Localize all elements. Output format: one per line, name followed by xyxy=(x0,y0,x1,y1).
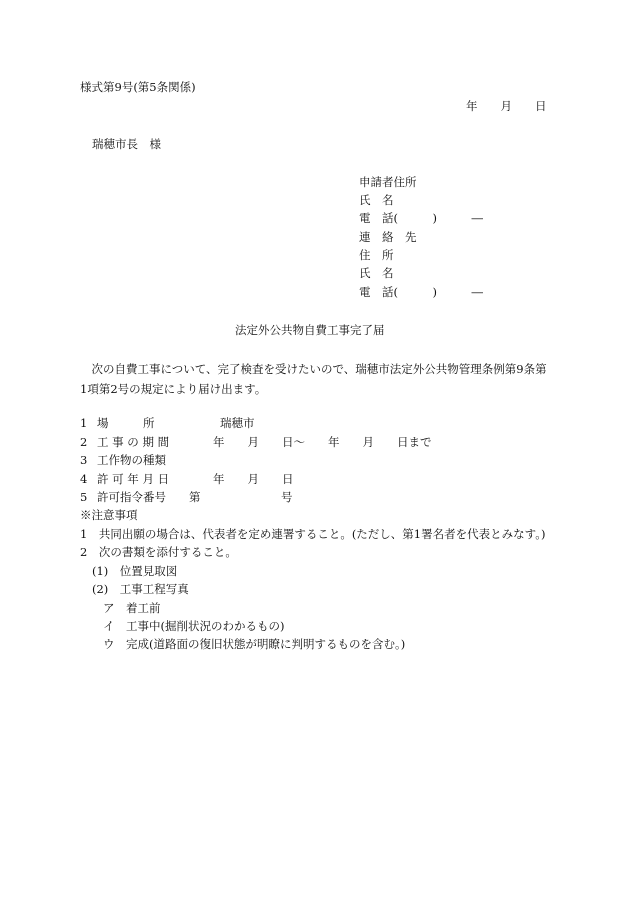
contact-address-label: 住 所 xyxy=(359,248,394,262)
item-1-value: 瑞穂市 xyxy=(220,416,255,430)
item-4-num: 4 xyxy=(80,472,88,486)
contact-heading: 連 絡 先 xyxy=(359,230,417,244)
note-2-sub-2: (2) 工事工程写真 xyxy=(92,582,189,596)
item-1-label: 場 所 xyxy=(97,416,155,430)
contact-name-label: 氏 名 xyxy=(359,266,394,280)
addressee: 瑞穂市長 様 xyxy=(92,137,161,151)
item-5-value: 第 号 xyxy=(189,490,293,504)
item-2-label: 工 事 の 期 間 xyxy=(97,435,170,449)
item-2-value: 年 月 日～ 年 月 日まで xyxy=(213,435,432,449)
note-1: 1 共同出願の場合は、代表者を定め連署すること。(ただし、第1署名者を代表とみなす。) xyxy=(80,527,546,541)
item-5-num: 5 xyxy=(80,490,88,504)
notes-heading: ※注意事項 xyxy=(80,508,138,522)
note-2-sub-2-a: ア 着工前 xyxy=(103,601,161,615)
form-number: 様式第9号(第5条関係) xyxy=(80,80,196,94)
applicant-phone-label: 電 話( ) ― xyxy=(359,211,483,225)
note-2-sub-1: (1) 位置見取図 xyxy=(92,564,178,578)
item-5-label: 許可指令番号 xyxy=(97,490,166,504)
item-4-label: 許 可 年 月 日 xyxy=(97,472,170,486)
item-2-num: 2 xyxy=(80,435,88,449)
date-line: 年 月 日 xyxy=(466,99,547,113)
item-3-label: 工作物の種類 xyxy=(97,453,166,467)
item-4-value: 年 月 日 xyxy=(213,472,294,486)
item-1-num: 1 xyxy=(80,416,88,430)
document-title: 法定外公共物自費工事完了届 xyxy=(235,323,385,337)
applicant-address-label: 申請者住所 xyxy=(359,175,417,189)
note-2-sub-2-i: イ 工事中(掘削状況のわかるもの) xyxy=(103,619,285,633)
item-3-num: 3 xyxy=(80,453,88,467)
note-2: 2 次の書類を添付すること。 xyxy=(80,545,237,559)
applicant-name-label: 氏 名 xyxy=(359,193,394,207)
note-2-sub-2-u: ウ 完成(道路面の復旧状態が明瞭に判明するものを含む。) xyxy=(103,637,406,651)
body-text: 次の自費工事について、完了検査を受けたいので、瑞穂市法定外公共物管理条例第9条第1項第2号の規定により届け出ます。 xyxy=(80,362,547,396)
contact-phone-label: 電 話( ) ― xyxy=(359,285,483,299)
